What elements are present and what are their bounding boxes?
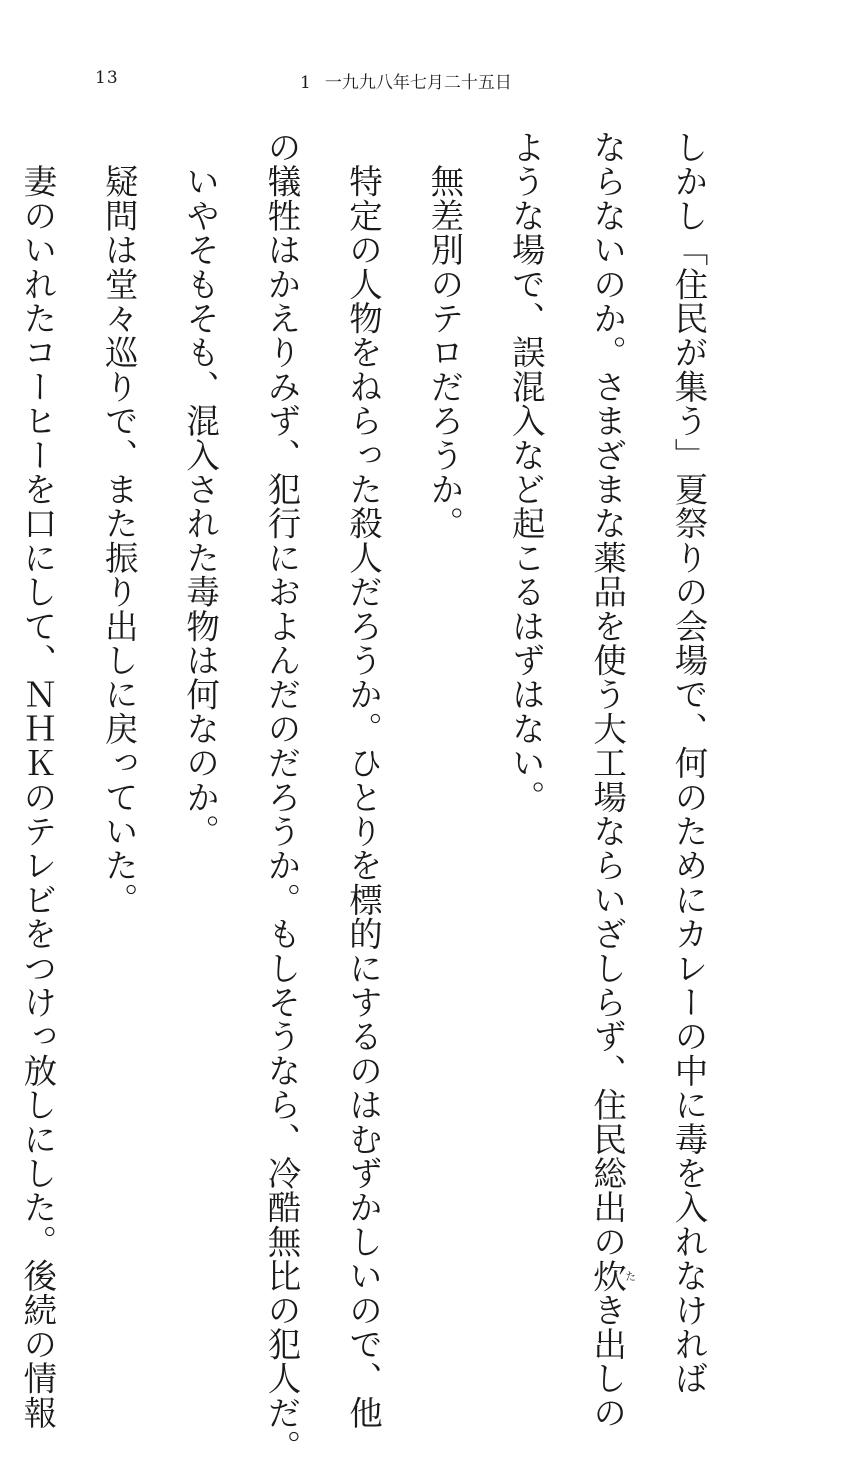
text-column: 妻のいれたコーヒーを口にして、ＮＨＫのテレビをつけっ放しにした。後続の情報 bbox=[17, 130, 57, 1430]
chapter-title: 一九九八年七月二十五日 bbox=[324, 73, 512, 93]
chapter-number: 1 bbox=[300, 73, 311, 93]
page-number: 13 bbox=[95, 68, 119, 88]
body-text bbox=[17, 130, 729, 1464]
text-column bbox=[566, 130, 647, 1430]
furigana: 炊た bbox=[587, 1258, 637, 1293]
text-segment: き出しの bbox=[587, 1292, 627, 1430]
text-column: の犠牲はかえりみず、犯行におよんだのだろうか。もしそうなら、冷酷無比の犯人だ。 bbox=[262, 130, 302, 1464]
text-column: ような場で、誤混入など起こるはずはない。 bbox=[506, 130, 546, 814]
text-segment: ならないのか。さまざまな薬品を使う大工場ならいざしらず、住民総出の bbox=[587, 130, 627, 1259]
text-column: 疑問は堂々巡りで、また振り出しに戻っていた。 bbox=[99, 130, 139, 917]
text-column: いやそもそも、混入された毒物は何なのか。 bbox=[180, 130, 220, 849]
running-head bbox=[300, 68, 512, 93]
text-column: 無差別のテロだろうか。 bbox=[424, 130, 464, 541]
text-column: 特定の人物をねらった殺人だろうか。ひとりを標的にするのはむずかしいので、他 bbox=[343, 130, 383, 1430]
text-column: しかし「住民が集う」夏祭りの会場で、何のためにカレーの中に毒を入れなければ bbox=[669, 130, 708, 1396]
